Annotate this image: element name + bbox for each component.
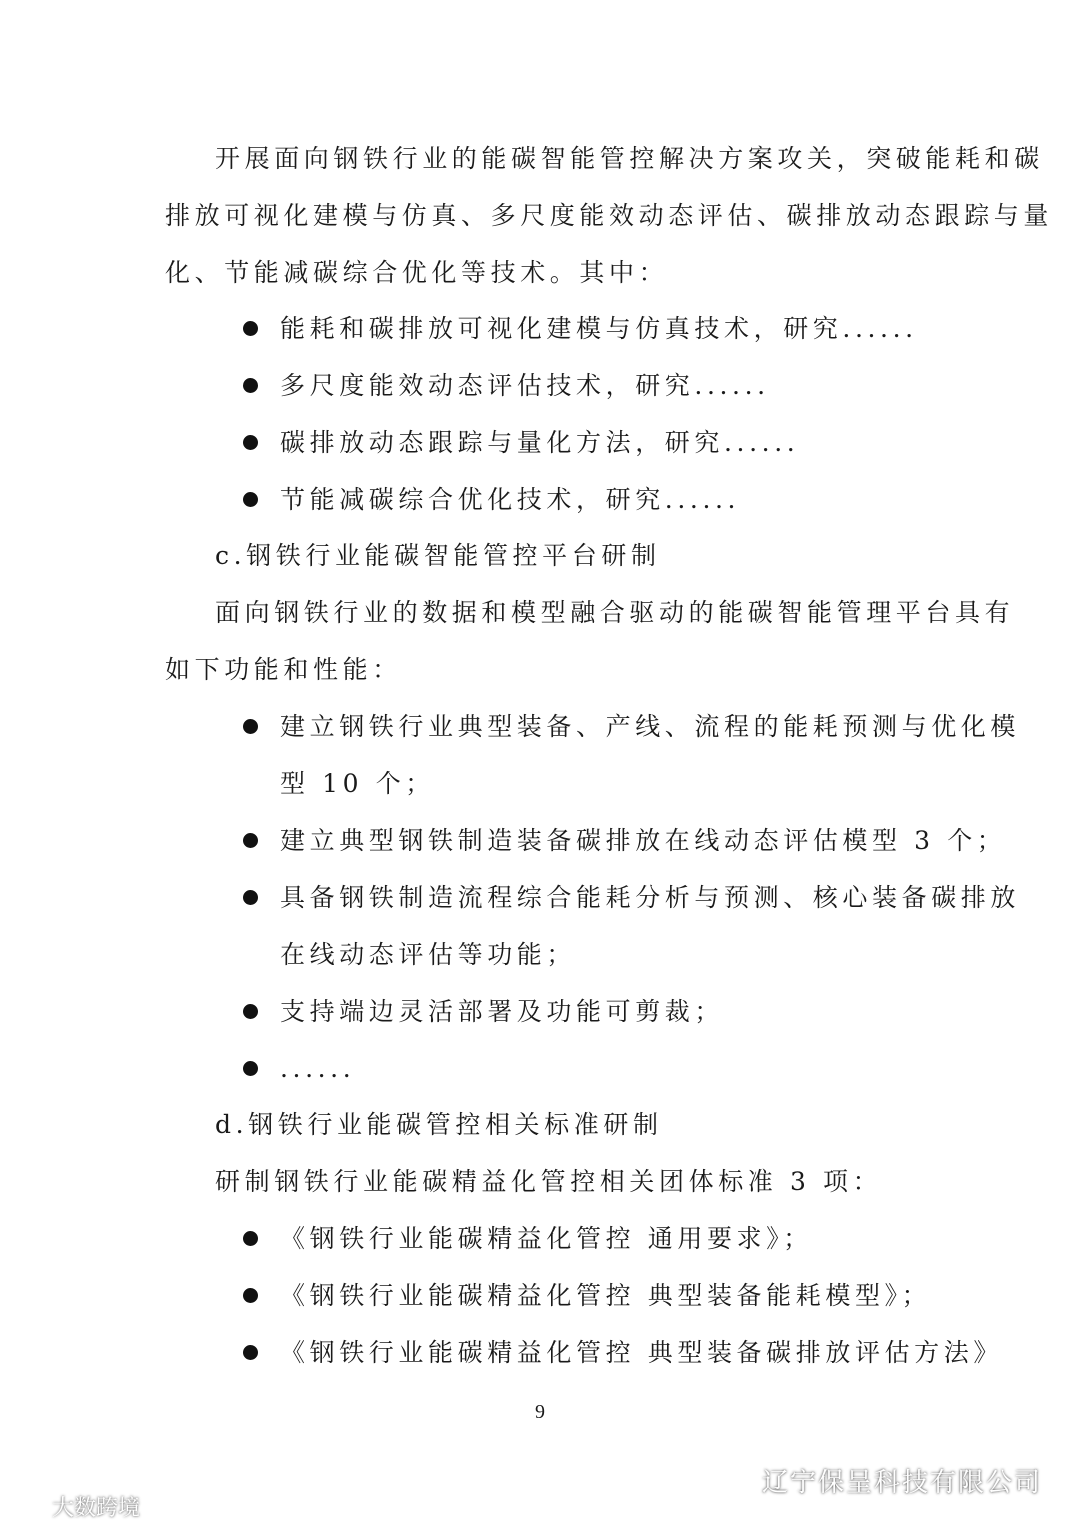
- wechat-icon: [716, 1464, 752, 1496]
- list-item: 能耗和碳排放可视化建模与仿真技术，研究......: [280, 314, 918, 343]
- bullet-icon: [243, 492, 258, 507]
- paragraph-line: 研制钢铁行业能碳精益化管控相关团体标准 3 项：: [215, 1167, 883, 1196]
- list-item: 《钢铁行业能碳精益化管控 典型装备能耗模型》；: [280, 1281, 932, 1310]
- bullet-icon: [243, 1004, 258, 1019]
- bullet-icon: [243, 1288, 258, 1303]
- weibo-icon: [6, 1493, 46, 1519]
- bullet-icon: [243, 833, 258, 848]
- paragraph-line: 如下功能和性能：: [165, 655, 402, 684]
- watermark-source-text: 大数跨境: [52, 1495, 141, 1521]
- list-item: ......: [280, 1054, 356, 1083]
- bullet-icon: [243, 719, 258, 734]
- section-heading: c.钢铁行业能碳智能管控平台研制: [215, 541, 661, 570]
- watermark-source: [6, 1490, 140, 1522]
- paragraph-line: 排放可视化建模与仿真、多尺度能效动态评估、碳排放动态跟踪与量: [165, 201, 1054, 230]
- list-item: 节能减碳综合优化技术，研究......: [280, 485, 741, 514]
- list-item: 《钢铁行业能碳精益化管控 典型装备碳排放评估方法》: [280, 1338, 1003, 1367]
- bullet-icon: [243, 1231, 258, 1246]
- list-item: 多尺度能效动态评估技术，研究......: [280, 371, 770, 400]
- page-number: 9: [535, 1401, 545, 1423]
- list-item: 《钢铁行业能碳精益化管控 通用要求》；: [280, 1224, 813, 1253]
- section-heading: d.钢铁行业能碳管控相关标准研制: [215, 1110, 663, 1139]
- paragraph-line: 化、节能减碳综合优化等技术。其中：: [165, 258, 669, 287]
- paragraph-line: 面向钢铁行业的数据和模型融合驱动的能碳智能管理平台具有: [215, 598, 1015, 627]
- list-item: 建立典型钢铁制造装备碳排放在线动态评估模型 3 个；: [280, 826, 1007, 855]
- watermark-brand-text: 辽宁保呈科技有限公司: [761, 1467, 1042, 1498]
- list-item: 具备钢铁制造流程综合能耗分析与预测、核心装备碳排放: [280, 883, 1021, 912]
- bullet-icon: [243, 890, 258, 905]
- bullet-icon: [243, 1061, 258, 1076]
- list-item-continuation: 在线动态评估等功能；: [280, 940, 577, 969]
- bullet-icon: [243, 378, 258, 393]
- watermark-brand: [716, 1458, 1042, 1502]
- bullet-icon: [243, 1345, 258, 1360]
- paragraph-line: 开展面向钢铁行业的能碳智能管控解决方案攻关，突破能耗和碳: [215, 144, 1044, 173]
- list-item-continuation: 型 10 个；: [280, 769, 435, 798]
- list-item: 支持端边灵活部署及功能可剪裁；: [280, 997, 725, 1026]
- bullet-icon: [243, 435, 258, 450]
- bullet-icon: [243, 321, 258, 336]
- list-item: 碳排放动态跟踪与量化方法，研究......: [280, 428, 800, 457]
- list-item: 建立钢铁行业典型装备、产线、流程的能耗预测与优化模: [280, 712, 1021, 741]
